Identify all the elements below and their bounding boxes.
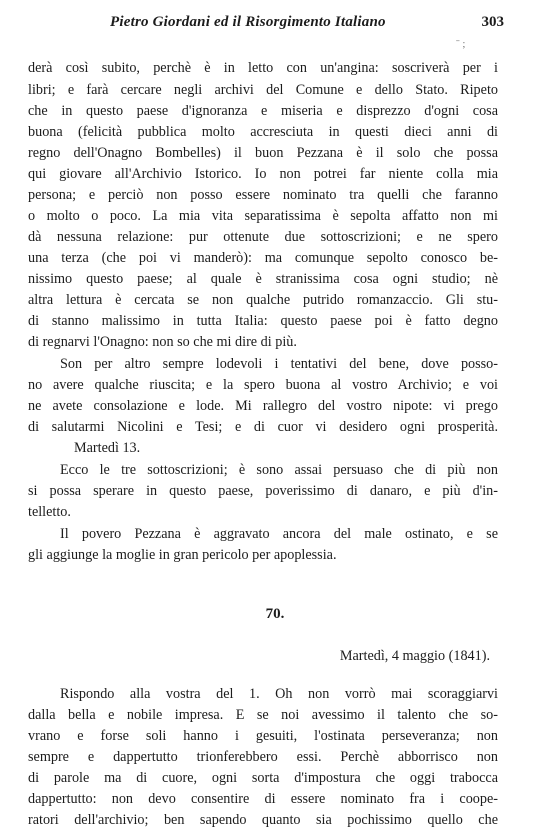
letter-date: Martedì 13. bbox=[74, 440, 141, 456]
running-title: Pietro Giordani ed il Risorgimento Italiano bbox=[110, 14, 386, 30]
text-line: regno dell'Onagno Bombelles) il buon Pezzana è il solo che possa bbox=[28, 145, 498, 161]
text-line: buona (felicità pubblica molto accresciuta in questi dieci anni di bbox=[28, 124, 498, 140]
text-line: persona; e perciò non posso essere nominato tra quelli che faranno bbox=[28, 187, 498, 203]
letter-date: Martedì, 4 maggio (1841). bbox=[339, 648, 490, 664]
text-line: di parole ma di cuore, ogni sorta d'impostura che oggi trabocca bbox=[28, 770, 498, 786]
text-line: Son per altro sempre lodevoli i tentativi del bene, dove posso- bbox=[60, 356, 498, 372]
text-line: telletto. bbox=[28, 504, 71, 520]
text-line: derà così subito, perchè è in letto con un'angina: soscriverà per i bbox=[28, 60, 498, 76]
text-line: no avere qualche riuscita; e la spero buona al vostro Archivio; e voi bbox=[28, 377, 498, 393]
text-line: che in questo paese d'ignoranza e miseria e disprezzo d'ogni cosa bbox=[28, 103, 498, 119]
text-line: gli aggiunge la moglie in gran pericolo per apoplessia. bbox=[28, 547, 337, 563]
text-line: qui giovare all'Archivio Istorico. Io non potrei far niente colla mia bbox=[28, 166, 498, 182]
text-line: vrano e forse soli hanno i gesuiti, l'ostinata perseveranza; non bbox=[28, 728, 498, 744]
text-line: dalla bella e nobile impresa. E se noi avessimo il talento che so- bbox=[28, 707, 498, 723]
text-line: ne avete consolazione e lode. Mi rallegro del vostro nipote: vi prego bbox=[28, 398, 498, 414]
letter-number: 70. bbox=[265, 606, 285, 622]
text-line: altra lettura è cercata se non qualche putrido romanzaccio. Gli stu- bbox=[28, 292, 498, 308]
text-line: o molto o poco. La mia vita separatissima è sepolta affatto non mi bbox=[28, 208, 498, 224]
text-line: sempre e dappertutto trionferebbero essi. Perchè abborrisco non bbox=[28, 749, 498, 765]
text-line: ratori dell'archivio; ben sapendo quanto sia pochissimo quello che bbox=[28, 812, 498, 828]
text-line: Ecco le tre sottoscrizioni; è sono assai persuaso che di più non bbox=[60, 462, 498, 478]
text-line: nissimo questo paese; al quale è stranissima cosa ogni studio; nè bbox=[28, 271, 498, 287]
text-line: Il povero Pezzana è aggravato ancora del male ostinato, e se bbox=[60, 526, 498, 542]
text-line: libri; e farà cercare negli archivi del Comune e dello Stato. Ripeto bbox=[28, 82, 498, 98]
text-line: Rispondo alla vostra del 1. Oh non vorrò mai scoraggiarvi bbox=[60, 686, 498, 702]
text-line: di stanno malissimo in tutta Italia: questo paese poi è fatto degno bbox=[28, 313, 498, 329]
text-line: dappertutto: non devo consentire di essere nominato fra i coope- bbox=[28, 791, 498, 807]
running-header bbox=[18, 14, 504, 34]
page-number: 303 bbox=[481, 14, 504, 30]
text-line: dà nessuna relazione: pur ottenute due sottoscrizioni; e ne spero bbox=[28, 229, 498, 245]
text-line: si possa sperare in questo paese, poverissimo di danaro, e più d'in- bbox=[28, 483, 498, 499]
text-line: di regnarvi l'Onagno: non so che mi dire di più. bbox=[28, 334, 297, 350]
text-line: una terza (che poi vi manderò): ma comunque sepolto conosco be- bbox=[28, 250, 498, 266]
text-line: di salutarmi Nicolini e Tesi; e di cuor vi desidero ogni prosperità. bbox=[28, 419, 498, 435]
header-mark: ˉ ; bbox=[456, 38, 466, 50]
